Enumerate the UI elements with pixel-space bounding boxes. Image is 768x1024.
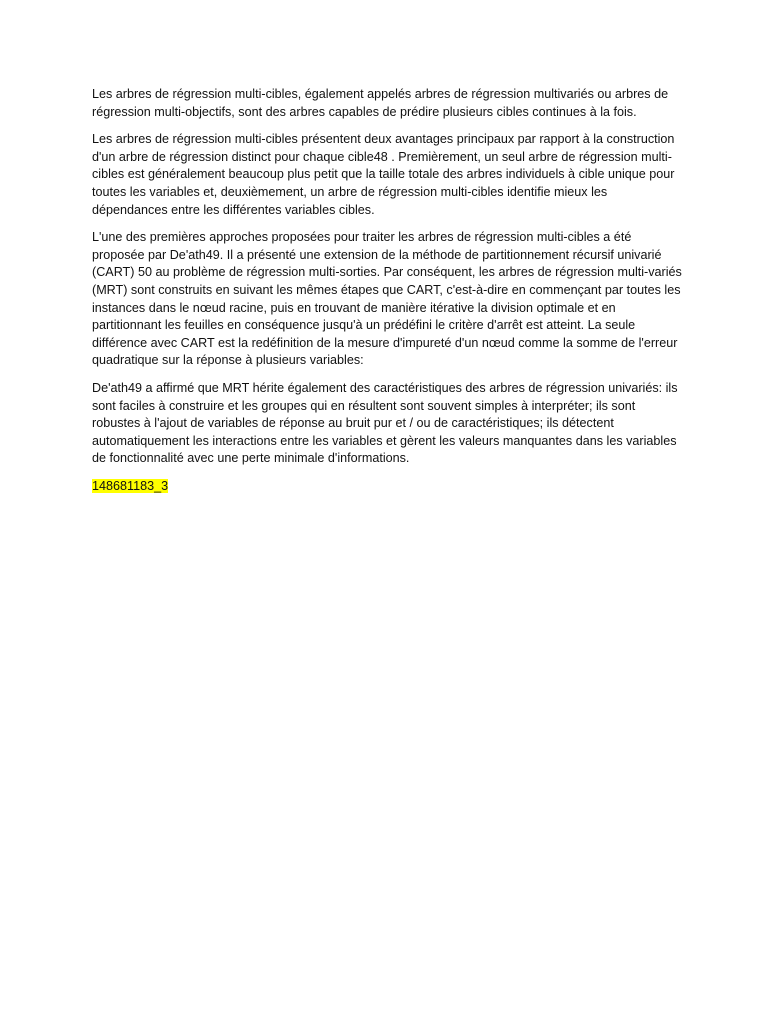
paragraph-2: Les arbres de régression multi-cibles présentent deux avantages principaux par rapport à la construction d'un arbre de régression distinct pour chaque cible48 . Premièrement, un seul arbre de régression multi-cibles est généralement beaucoup plus petit que la taille totale des arbres individuels à cible unique pour toutes les variables et, deuxièmement, un arbre de régression multi-cibles identifie mieux les dépendances entre les différentes variables cibles. — [92, 132, 675, 217]
paragraph-4: De'ath49 a affirmé que MRT hérite également des caractéristiques des arbres de régression univariés: ils sont faciles à construire et les groupes qui en résultent sont souvent simples à interpréter; ils sont robustes à l'ajout de variables de réponse au bruit pur et / ou de caractéristiques; ils détectent automatiquement les interactions entre les variables et gèrent les valeurs manquantes dans les variables de fonctionnalité avec une perte minimale d'informations. — [92, 380, 678, 466]
highlighted-id-line — [92, 478, 684, 496]
document-body — [92, 86, 684, 505]
paragraph-1: Les arbres de régression multi-cibles, également appelés arbres de régression multivariés ou arbres de régression multi-objectifs, sont des arbres capables de prédire plusieurs cibles continues à la fois. — [92, 87, 669, 119]
highlighted-id: 148681183_3 — [92, 478, 169, 493]
paragraph-3: L'une des premières approches proposées pour traiter les arbres de régression multi-cibles a été proposée par De'ath49. Il a présenté une extension de la méthode de partitionnement récursif univarié (CART) 50 au problème de régression multi-sorties. Par conséquent, les arbres de régression multi-variés (MRT) sont construits en suivant les mêmes étapes que CART, c'est-à-dire en commençant par toutes les instances dans le nœud racine, puis en trouvant de manière itérative la division optimale et en partitionnant les feuilles en conséquence jusqu'à un prédéfini le critère d'arrêt est atteint. La seule différence avec CART est la redéfinition de la mesure d'impureté d'un nœud comme la somme de l'erreur quadratique sur la réponse à plusieurs variables: — [92, 230, 682, 368]
